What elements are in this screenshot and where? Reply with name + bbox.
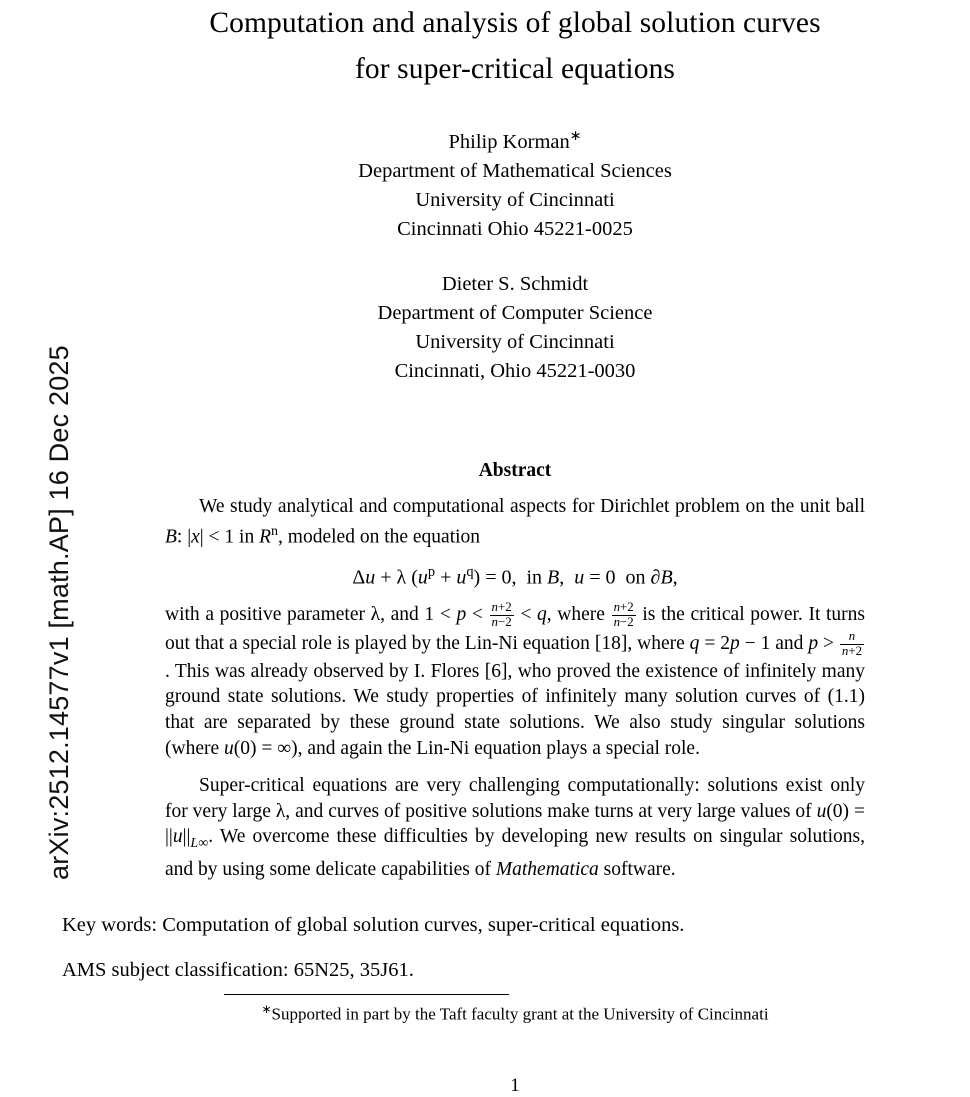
author-name: Philip Korman∗ bbox=[448, 129, 582, 153]
author-affiliation-line: Department of Computer Science bbox=[377, 301, 653, 324]
footnote-text: Supported in part by the Taft faculty grant at the University of Cincinnati bbox=[271, 1005, 769, 1025]
author-affiliation-line: Department of Mathematical Sciences bbox=[358, 159, 672, 182]
abstract-section bbox=[165, 386, 865, 883]
author-affiliation-line: University of Cincinnati bbox=[415, 188, 615, 211]
display-equation: Δu + λ $(u^p + u^q) = 0$, in B, u = 0 on ∂B, bbox=[352, 563, 678, 589]
page-title bbox=[60, 0, 970, 92]
footnote-marker: ∗ bbox=[569, 129, 582, 144]
title-line-2: for super-critical equations bbox=[354, 53, 676, 85]
author-affiliation-line: Cincinnati, Ohio 45221-0030 bbox=[394, 359, 636, 382]
paper-page bbox=[60, 0, 970, 1097]
keywords-line: Key words: Computation of global solution curves, super-critical equations. bbox=[62, 914, 685, 937]
author-block bbox=[60, 270, 970, 386]
footnote bbox=[60, 1002, 970, 1025]
abstract-paragraph-1-after-equation: with a positive parameter λ, and 1 < p < $\frac{n+2}{n-2}$ < q, where $\frac{n+2}{n-2}$ is the critical power. It turns out that a special role is played by the Lin-Ni equation [18], where q = 2p − 1 and p > $\frac{n}{n+2}$ . This was already observed by I. Flores [6], who proved the existence of infinitely many ground state solutions. We study properties of infinitely many solution curves of (1.1) that are separated by these ground state solutions. We also study singular solutions (where u(0) = ∞), and again the Lin-Ni equation plays a special role. bbox=[165, 600, 866, 759]
ams-classification-line: AMS subject classification: 65N25, 35J61. bbox=[62, 959, 414, 982]
title-line-1: Computation and analysis of global solution curves bbox=[209, 7, 821, 39]
arxiv-stamp bbox=[0, 0, 74, 1097]
page-number: 1 bbox=[510, 1075, 520, 1096]
footnote-marker-icon: ∗ bbox=[261, 1002, 272, 1017]
author-name: Dieter S. Schmidt bbox=[441, 272, 589, 295]
abstract-paragraph-1-before-equation: We study analytical and computational aspects for Dirichlet problem on the unit ball B: |x| < 1 in $R^n$, modeled on the equation bbox=[165, 495, 865, 548]
author-block bbox=[60, 122, 970, 244]
author-affiliation-line: Cincinnati Ohio 45221-0025 bbox=[397, 217, 633, 240]
author-block-list bbox=[60, 122, 970, 386]
author-affiliation-line: University of Cincinnati bbox=[415, 330, 615, 353]
abstract-paragraph-2: Super-critical equations are very challenging computationally: solutions exist only for very large λ, and curves of positive solutions make turns at very large values of $u(0) = ||u||_{L\infty}$. We overcome these difficulties by developing new results on singular solutions, and by using some delicate capabilities of Mathematica software. bbox=[165, 775, 865, 880]
abstract-heading: Abstract bbox=[478, 459, 552, 481]
arxiv-identifier-text: arXiv:2512.14577v1 [math.AP] 16 Dec 2025 bbox=[44, 345, 74, 880]
footnote-separator bbox=[224, 994, 509, 995]
